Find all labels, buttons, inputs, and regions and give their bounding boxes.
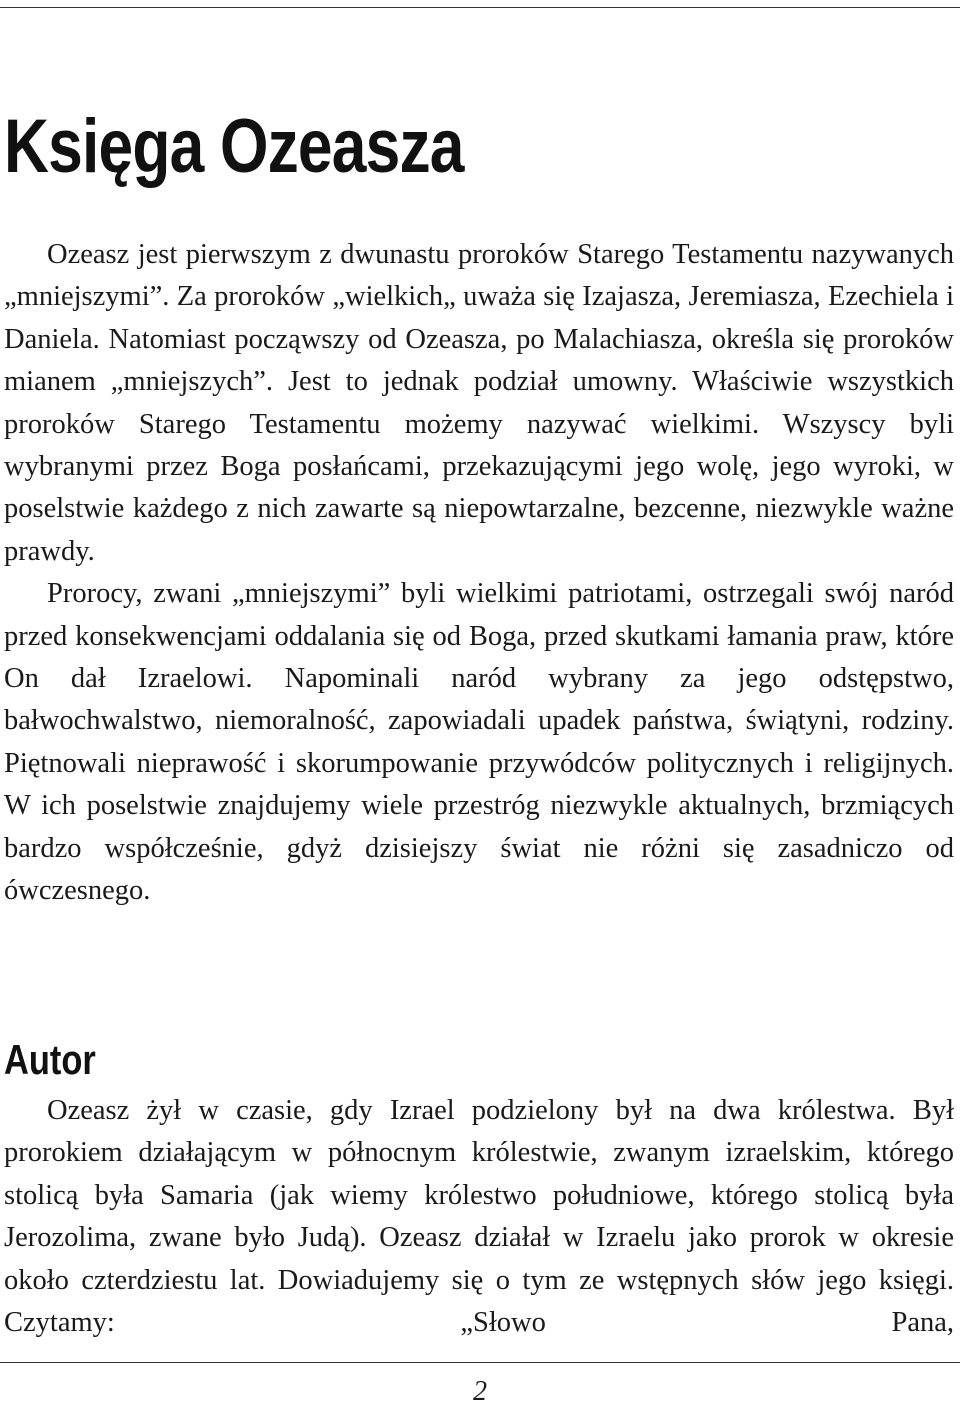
page-number: 2 bbox=[473, 1376, 487, 1407]
author-text bbox=[4, 1090, 954, 1344]
top-rule bbox=[0, 7, 960, 8]
paragraph: Prorocy, zwani „mniejszymi” byli wielkimi patriotami, ostrzegali swój naród przed konsekwencjami oddalania się od Boga, przed skutkami łamania praw, które On dał Izraelowi. Napominali naród wybrany za jego odstępstwo, bałwochwalstwo, niemoralność, zapowiadali upadek państwa, świątyni, rodziny. Piętnowali nieprawość i skorumpowanie przywódców politycznych i religijnych. W ich poselstwie znajdujemy wiele przestróg niezwykle aktualnych, brzmiących bardzo współcześnie, gdyż dzisiejszy świat nie różni się zasadniczo od ówczesnego. bbox=[4, 578, 954, 907]
footer-rule bbox=[0, 1362, 960, 1363]
paragraph: Ozeasz jest pierwszym z dwunastu proroków Starego Testamentu nazywanych „mniejszymi”. Za proroków „wielkich„ uważa się Izajasza, Jeremiasza, Ezechiela i Daniela. Natomiast począwszy od Ozeasza, po Malachiasza, określa się proroków mianem „mniejszych”. Jest to jednak podział umowny. Właściwie wszystkich proroków Starego Testamentu możemy nazywać wielkimi. Wszyscy byli wybranymi przez Boga posłańcami, przekazującymi jego wolę, jego wyroki, w poselstwie każdego z nich zawarte są niepowtarzalne, bezcenne, niezwykle ważne prawdy. bbox=[4, 239, 954, 567]
paragraph: Ozeasz żył w czasie, gdy Izrael podzielony był na dwa królestwa. Był prorokiem działającym w północnym królestwie, zwanym izraelskim, którego stolicą była Samaria (jak wiemy królestwo południowe, którego stolicą była Jerozolima, zwane było Judą). Ozeasz działał w Izraelu jako prorok w okresie około czterdziestu lat. Dowiadujemy się o tym ze wstępnych słów jego księgi. Czytamy: „Słowo Pana, bbox=[4, 1095, 954, 1339]
intro-text bbox=[4, 234, 954, 913]
chapter-title: Księga Ozeasza bbox=[4, 104, 464, 189]
section-heading-author: Autor bbox=[4, 1036, 96, 1083]
